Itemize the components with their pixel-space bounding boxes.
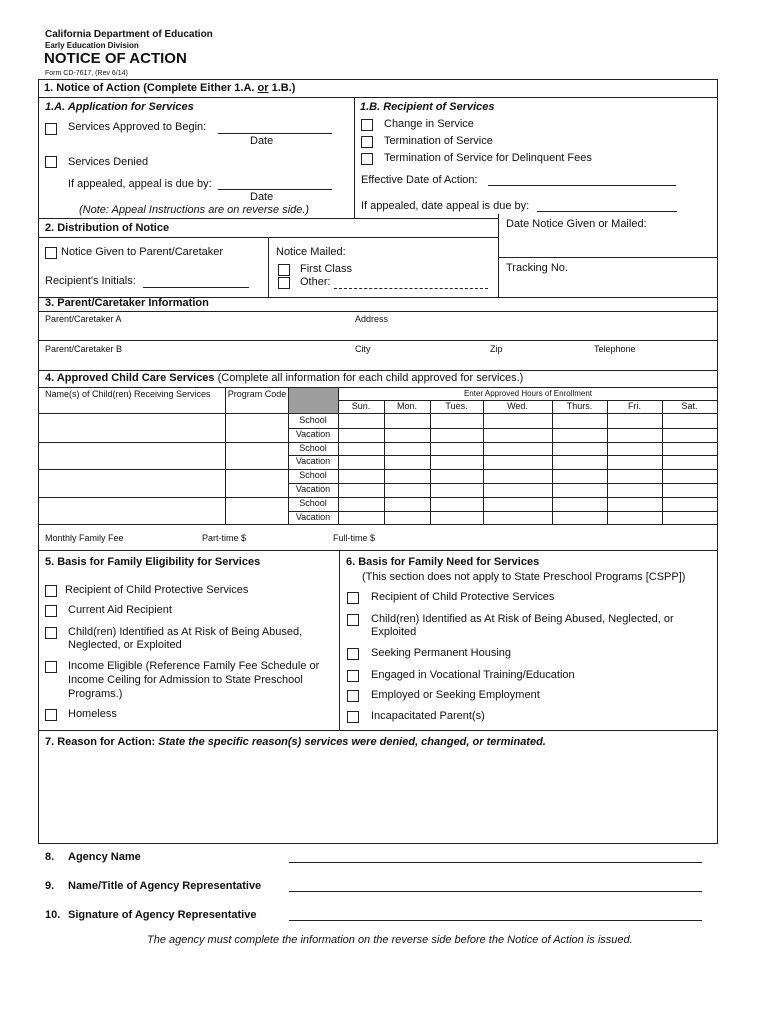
s6-incapacitated-label: Incapacitated Parent(s) bbox=[371, 710, 485, 722]
s5-income-label: Income Eligible (Reference Family Fee Schedule or bbox=[68, 660, 320, 672]
department-name: California Department of Education bbox=[45, 29, 213, 40]
initials-label: Recipient's Initials: bbox=[45, 275, 136, 287]
s5-income-label-cont2: Programs.) bbox=[68, 688, 123, 700]
services-denied-checkbox[interactable] bbox=[45, 156, 57, 168]
signature-field[interactable] bbox=[289, 920, 702, 921]
grid-row-divider bbox=[288, 511, 718, 512]
footer-note: The agency must complete the information on the reverse side before the Notice of Action is issued. bbox=[147, 934, 633, 946]
section4-title: 4. Approved Child Care Services (Complete all information for each child approved for services.) bbox=[45, 372, 524, 384]
s6-at-risk-checkbox[interactable] bbox=[347, 614, 359, 626]
termination-checkbox[interactable] bbox=[361, 136, 373, 148]
program-code-header: Program Code bbox=[227, 389, 287, 399]
section1b-title: 1.B. Recipient of Services bbox=[360, 101, 495, 113]
s6-vocational-label: Engaged in Vocational Training/Education bbox=[371, 669, 575, 681]
divider bbox=[38, 311, 718, 312]
monthly-fee-label: Monthly Family Fee bbox=[45, 533, 124, 543]
item8-number: 8. bbox=[45, 851, 55, 863]
grid-row-divider bbox=[38, 497, 718, 498]
day-header-1: Mon. bbox=[396, 401, 417, 411]
s5-homeless-label: Homeless bbox=[68, 708, 117, 720]
grid-divider bbox=[662, 400, 663, 524]
divider bbox=[38, 550, 718, 551]
agency-name-label: Agency Name bbox=[68, 851, 141, 863]
divider bbox=[498, 214, 499, 297]
shaded-cell bbox=[288, 388, 338, 413]
parent-b-label: Parent/Caretaker B bbox=[45, 344, 123, 354]
form-id: Form CD-7617, (Rev 6/14) bbox=[45, 70, 128, 77]
grid-row-divider bbox=[288, 483, 718, 484]
grid-row-divider bbox=[38, 469, 718, 470]
section5-title: 5. Basis for Family Eligibility for Services bbox=[45, 556, 261, 568]
tracking-label: Tracking No. bbox=[506, 262, 568, 274]
row-label-1: Vacation bbox=[295, 428, 331, 439]
row-label-0: School bbox=[299, 415, 327, 425]
divider bbox=[38, 387, 718, 388]
children-names-header: Name(s) of Child(ren) Receiving Services bbox=[45, 389, 211, 399]
change-in-service-checkbox[interactable] bbox=[361, 119, 373, 131]
s5-aid-label: Current Aid Recipient bbox=[68, 604, 172, 616]
reason-text-area[interactable] bbox=[40, 752, 716, 842]
grid-divider bbox=[552, 400, 553, 524]
day-header-5: Fri. bbox=[628, 401, 641, 411]
section1a-title: 1.A. Application for Services bbox=[45, 101, 194, 113]
divider bbox=[38, 413, 718, 414]
appeal-note: (Note: Appeal Instructions are on reverse side.) bbox=[79, 204, 310, 216]
divider bbox=[38, 97, 718, 98]
appeal-due-label: If appealed, appeal is due by: bbox=[68, 178, 212, 190]
divider bbox=[268, 237, 269, 297]
frame-bottom bbox=[38, 843, 718, 844]
s6-at-risk-label: Child(ren) Identified as At Risk of Being Abused, Neglected, or bbox=[371, 613, 674, 625]
section6-title: 6. Basis for Family Need for Services bbox=[346, 556, 540, 568]
divider bbox=[225, 387, 226, 524]
section6-subtitle: (This section does not apply to State Preschool Programs [CSPP]) bbox=[362, 571, 686, 583]
city-label: City bbox=[355, 344, 371, 354]
appeal-due-field[interactable] bbox=[218, 189, 332, 190]
zip-label: Zip bbox=[490, 344, 503, 354]
full-time-label: Full-time $ bbox=[333, 533, 376, 543]
divider bbox=[339, 550, 340, 730]
divider bbox=[354, 97, 355, 218]
services-approved-checkbox[interactable] bbox=[45, 123, 57, 135]
s5-at-risk-checkbox[interactable] bbox=[45, 627, 57, 639]
divider bbox=[38, 730, 718, 731]
approved-date-field[interactable] bbox=[218, 133, 332, 134]
date-label: Date bbox=[250, 191, 274, 203]
appeal-date-due-field[interactable] bbox=[537, 211, 677, 212]
termination-label: Termination of Service bbox=[384, 135, 493, 147]
grid-divider bbox=[607, 400, 608, 524]
s6-cps-checkbox[interactable] bbox=[347, 592, 359, 604]
parent-a-label: Parent/Caretaker A bbox=[45, 314, 122, 324]
services-denied-label: Services Denied bbox=[68, 156, 149, 168]
row-label-3: Vacation bbox=[295, 456, 331, 467]
s5-cps-checkbox[interactable] bbox=[45, 585, 57, 597]
s6-cps-label: Recipient of Child Protective Services bbox=[371, 591, 555, 603]
row-label-4: School bbox=[299, 470, 327, 481]
other-checkbox[interactable] bbox=[278, 277, 290, 289]
day-header-3: Wed. bbox=[507, 401, 528, 411]
other-field[interactable] bbox=[334, 288, 488, 289]
s5-at-risk-label-cont: Neglected, or Exploited bbox=[68, 639, 182, 651]
s6-employed-label: Employed or Seeking Employment bbox=[371, 689, 540, 701]
grid-divider bbox=[483, 400, 484, 524]
appeal-date-due-label: If appealed, date appeal is due by: bbox=[361, 200, 530, 212]
effective-date-field[interactable] bbox=[488, 185, 676, 186]
date-label: Date bbox=[250, 135, 274, 147]
section7-title: 7. Reason for Action: State the specific reason(s) services were denied, changed, or terminated. bbox=[45, 736, 546, 748]
divider bbox=[38, 524, 718, 525]
section3-title: 3. Parent/Caretaker Information bbox=[45, 297, 209, 309]
section1-title: 1. Notice of Action (Complete Either 1.A. or 1.B.) bbox=[44, 82, 296, 94]
grid-row-divider bbox=[288, 455, 718, 456]
other-label: Other: bbox=[300, 276, 331, 288]
frame-top bbox=[38, 79, 718, 80]
hours-header: Enter Approved Hours of Enrollment bbox=[463, 389, 593, 398]
form-title: NOTICE OF ACTION bbox=[44, 50, 187, 67]
grid-divider bbox=[384, 400, 385, 524]
notice-given-label: Notice Given to Parent/Caretaker bbox=[61, 246, 224, 258]
termination-delinquent-checkbox[interactable] bbox=[361, 153, 373, 165]
s6-incapacitated-checkbox[interactable] bbox=[347, 711, 359, 723]
s6-employed-checkbox[interactable] bbox=[347, 690, 359, 702]
grid-row-divider bbox=[288, 428, 718, 429]
s5-income-label-cont: Income Ceiling for Admission to State Preschool bbox=[68, 674, 303, 686]
divider bbox=[38, 218, 498, 219]
notice-mailed-label: Notice Mailed: bbox=[276, 246, 346, 258]
day-header-2: Tues. bbox=[445, 401, 468, 411]
s6-housing-label: Seeking Permanent Housing bbox=[371, 647, 512, 659]
day-header-6: Sat. bbox=[681, 401, 698, 411]
first-class-checkbox[interactable] bbox=[278, 264, 290, 276]
item10-number: 10. bbox=[45, 909, 61, 921]
grid-divider bbox=[430, 400, 431, 524]
item9-number: 9. bbox=[45, 880, 55, 892]
termination-delinquent-label: Termination of Service for Delinquent Fees bbox=[384, 152, 592, 164]
address-label: Address bbox=[355, 314, 389, 324]
telephone-label: Telephone bbox=[594, 344, 636, 354]
signature-label: Signature of Agency Representative bbox=[68, 909, 257, 921]
section2-title: 2. Distribution of Notice bbox=[45, 222, 170, 234]
s5-homeless-checkbox[interactable] bbox=[45, 709, 57, 721]
row-label-5: Vacation bbox=[295, 484, 331, 494]
divider bbox=[38, 340, 718, 341]
grid-row-divider bbox=[38, 442, 718, 443]
day-header-4: Thurs. bbox=[566, 401, 593, 411]
divider bbox=[38, 370, 718, 371]
representative-field[interactable] bbox=[289, 891, 702, 892]
day-header-0: Sun. bbox=[351, 401, 371, 411]
s5-income-checkbox[interactable] bbox=[45, 661, 57, 673]
s6-vocational-checkbox[interactable] bbox=[347, 670, 359, 682]
s5-cps-label: Recipient of Child Protective Services bbox=[65, 584, 249, 596]
s6-at-risk-label-cont: Exploited bbox=[371, 626, 417, 638]
agency-name-field[interactable] bbox=[289, 862, 702, 863]
part-time-label: Part-time $ bbox=[202, 533, 247, 543]
notice-given-checkbox[interactable] bbox=[45, 247, 57, 259]
initials-field[interactable] bbox=[143, 287, 249, 288]
s6-housing-checkbox[interactable] bbox=[347, 648, 359, 660]
row-label-6: School bbox=[299, 497, 327, 508]
row-label-2: School bbox=[299, 442, 327, 453]
effective-date-label: Effective Date of Action: bbox=[361, 174, 478, 186]
services-approved-label: Services Approved to Begin: bbox=[68, 121, 207, 133]
first-class-label: First Class bbox=[300, 263, 352, 275]
row-label-7: Vacation bbox=[295, 511, 331, 522]
representative-label: Name/Title of Agency Representative bbox=[68, 880, 262, 892]
change-in-service-label: Change in Service bbox=[384, 118, 474, 130]
s5-at-risk-label: Child(ren) Identified as At Risk of Being Abused, bbox=[68, 626, 303, 638]
division-name: Early Education Division bbox=[45, 41, 139, 50]
s5-aid-checkbox[interactable] bbox=[45, 605, 57, 617]
date-given-label: Date Notice Given or Mailed: bbox=[506, 218, 647, 230]
divider bbox=[498, 257, 718, 258]
